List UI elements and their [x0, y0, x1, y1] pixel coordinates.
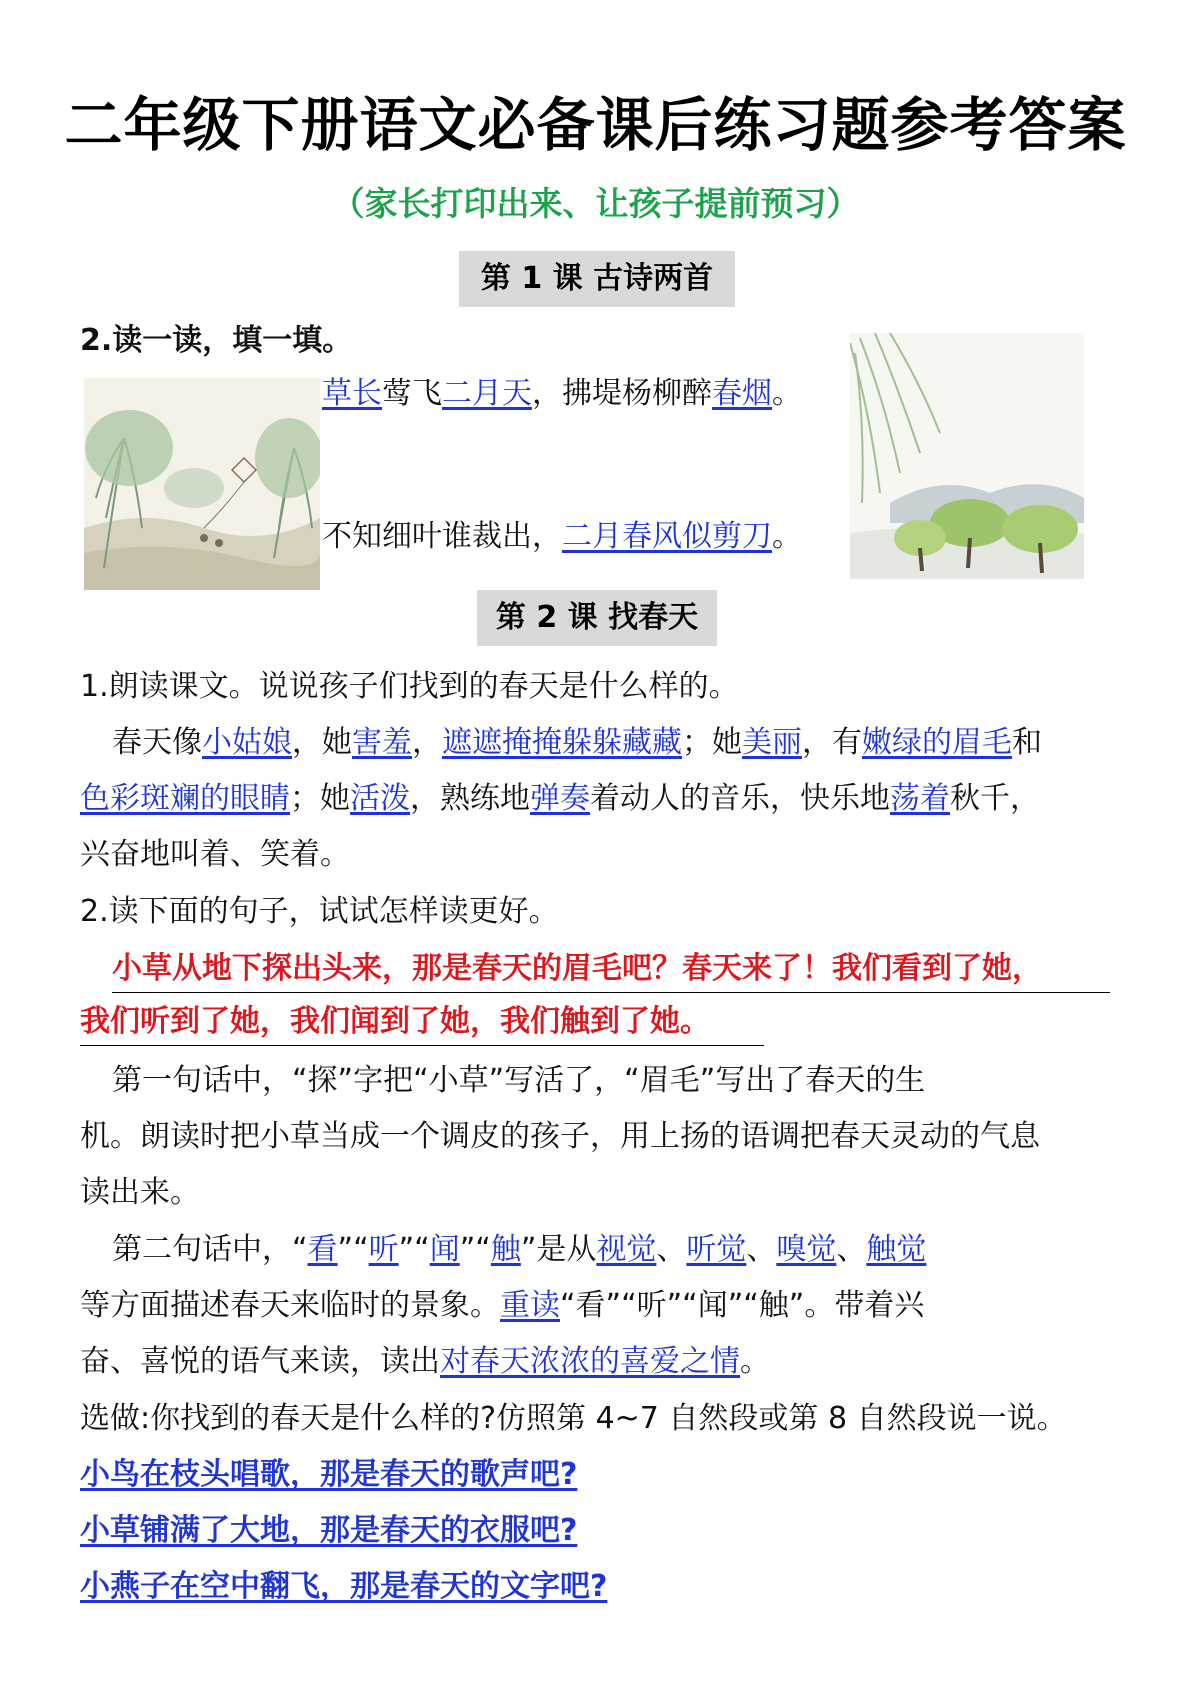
- blank-answer: 美丽: [742, 725, 802, 760]
- text: ；她: [682, 725, 742, 760]
- blank-answer: 对春天浓浓的喜爱之情: [440, 1344, 740, 1379]
- blank-answer: 嗅觉: [776, 1232, 837, 1267]
- blank-answer: 闻: [429, 1232, 460, 1267]
- lesson-2-heading: 第 2 课 找春天: [477, 590, 717, 646]
- poem-text: 。: [772, 376, 802, 411]
- text: 、: [656, 1232, 687, 1267]
- poem-text: 。: [772, 519, 802, 554]
- lesson-2-question-1: 1.朗读课文。说说孩子们找到的春天是什么样的。: [80, 669, 739, 704]
- text: 等方面描述春天来临时的景象。: [80, 1288, 500, 1323]
- text: 着动人的音乐，快乐地: [590, 781, 890, 816]
- lesson-1-heading: 第 1 课 古诗两首: [459, 251, 735, 307]
- blank-answer: 触觉: [866, 1232, 927, 1267]
- blank-answer: 害羞: [352, 725, 412, 760]
- willow-lake-illustration: [850, 333, 1084, 579]
- blank-answer: 二月春风似剪刀: [562, 519, 772, 554]
- text: ，有: [802, 725, 862, 760]
- text: 奋、喜悦的语气来读，读出: [80, 1344, 440, 1379]
- text: 、: [836, 1232, 867, 1267]
- poem-text: ，拂堤杨柳醉: [532, 376, 712, 411]
- text: ”“: [459, 1232, 491, 1267]
- lesson-1-question: 2.读一读，填一填。: [80, 323, 353, 358]
- text: ，: [412, 725, 442, 760]
- page-subtitle: （家长打印出来、让孩子提前预习）: [331, 184, 860, 223]
- blank-answer: 弹奏: [530, 781, 590, 816]
- example-answer-2: 小草铺满了大地，那是春天的衣服吧?: [80, 1513, 578, 1548]
- text: ，她: [292, 725, 352, 760]
- answer-paragraph-1-line-1: [112, 724, 1042, 762]
- red-sentence-line-1: 小草从地下探出头来，那是春天的眉毛吧？春天来了！我们看到了她，: [112, 951, 1042, 986]
- blank-answer: 草长: [322, 376, 382, 411]
- text: 春天像: [112, 725, 202, 760]
- poem-line-1: [322, 375, 802, 413]
- blank-answer: 听觉: [686, 1232, 747, 1267]
- text: ”“: [398, 1232, 430, 1267]
- explanation-1-line-2: 机。朗读时把小草当成一个调皮的孩子，用上扬的语调把春天灵动的气息: [80, 1119, 1040, 1154]
- text: ；她: [290, 781, 350, 816]
- blank-answer: 荡着: [890, 781, 950, 816]
- blank-answer: 视觉: [596, 1232, 657, 1267]
- optional-task: 选做:你找到的春天是什么样的?仿照第 4~7 自然段或第 8 自然段说一说。: [80, 1401, 1067, 1436]
- blank-answer: 嫩绿的眉毛: [862, 725, 1012, 760]
- example-answer-3: 小燕子在空中翻飞，那是春天的文字吧?: [80, 1569, 608, 1604]
- blank-answer: 春烟: [712, 376, 772, 411]
- blank-answer: 遮遮掩掩躲躲藏藏: [442, 725, 682, 760]
- blank-answer: 小姑娘: [202, 725, 292, 760]
- poem-text: 莺飞: [382, 376, 442, 411]
- blank-answer: 色彩斑斓的眼睛: [80, 781, 290, 816]
- poem-text: 不知细叶谁裁出，: [322, 519, 562, 554]
- text: 、: [746, 1232, 777, 1267]
- explanation-2-line-2: [80, 1287, 924, 1325]
- page-title: 二年级下册语文必备课后练习题参考答案: [64, 91, 1127, 159]
- text: ”“: [337, 1232, 369, 1267]
- lesson-2-question-2: 2.读下面的句子，试试怎样读更好。: [80, 894, 559, 929]
- answer-paragraph-1-line-3: 兴奋地叫着、笑着。: [80, 837, 350, 872]
- poem-line-2: [322, 518, 802, 556]
- blank-answer: 二月天: [442, 376, 532, 411]
- explanation-1-line-3: 读出来。: [80, 1175, 200, 1210]
- text: ”是从: [520, 1232, 597, 1267]
- blank-answer: 看: [307, 1232, 338, 1267]
- text: 第二句话中，“: [112, 1232, 308, 1267]
- text: ，熟练地: [410, 781, 530, 816]
- text: 。: [740, 1344, 770, 1379]
- text: “看”“听”“闻”“触”。带着兴: [560, 1288, 925, 1323]
- text: 秋千，: [950, 781, 1040, 816]
- answer-paragraph-1-line-2: [80, 780, 1040, 818]
- underline-rule: [80, 1045, 764, 1046]
- red-sentence-line-2: 我们听到了她，我们闻到了她，我们触到了她。: [80, 1004, 710, 1039]
- explanation-1-line-1: 第一句话中，“探”字把“小草”写活了，“眉毛”写出了春天的生: [112, 1063, 926, 1098]
- underline-rule: [112, 992, 1110, 993]
- explanation-2-line-3: [80, 1343, 770, 1381]
- example-answer-1: 小鸟在枝头唱歌，那是春天的歌声吧?: [80, 1457, 578, 1492]
- blank-answer: 触: [490, 1232, 521, 1267]
- blank-answer: 活泼: [350, 781, 410, 816]
- blank-answer: 听: [368, 1232, 399, 1267]
- text: 和: [1012, 725, 1042, 760]
- willow-kite-illustration: [84, 378, 320, 590]
- blank-answer: 重读: [500, 1288, 560, 1323]
- explanation-2-line-1: [112, 1231, 926, 1269]
